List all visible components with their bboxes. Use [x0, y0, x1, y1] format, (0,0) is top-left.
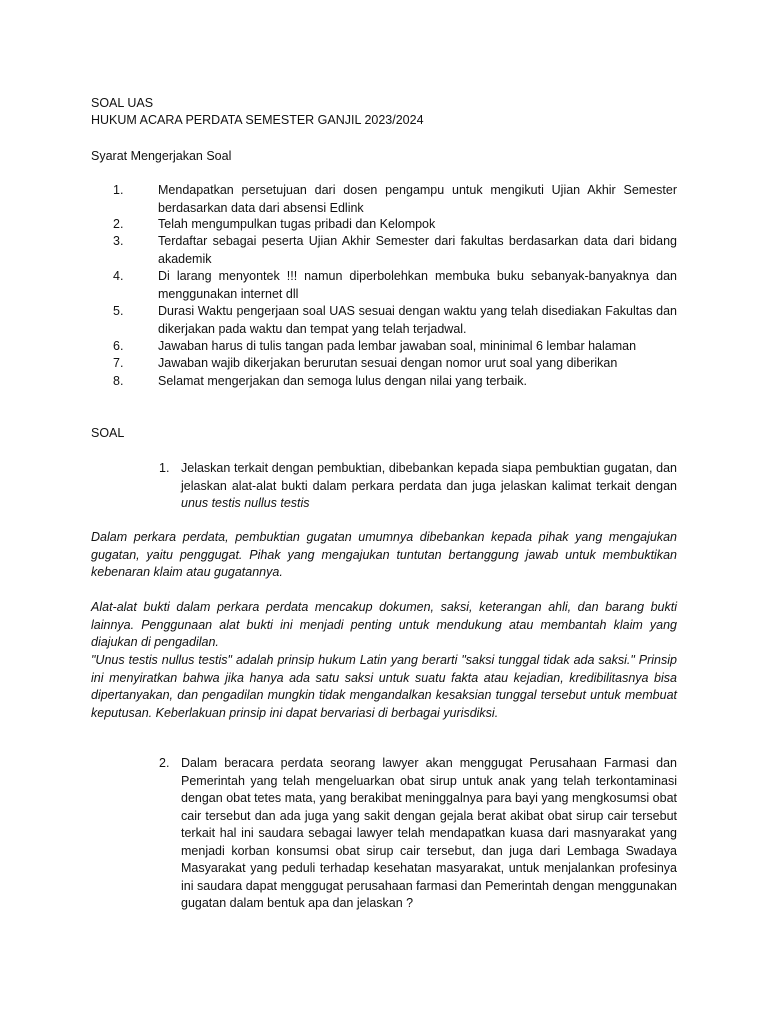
- list-item-text: Telah mengumpulkan tugas pribadi dan Kelompok: [158, 217, 436, 231]
- list-item-text: Jawaban harus di tulis tangan pada lembar jawaban soal, mininimal 6 lembar halaman: [158, 339, 637, 353]
- answer-paragraph-unus-testis: "Unus testis nullus testis" adalah prinsip hukum Latin yang berarti "saksi tunggal tidak ada saksi." Prinsip ini menyiratkan bahwa jika hanya ada satu saksi untuk suatu fakta atau kejadian, kredibilitasnya bisa dipertanyakan, dan pengadilan mungkin tidak mengandalkan kesaksian tunggal tersebut untuk membuat keputusan. Keberlakuan prinsip ini dapat bervariasi di berbagai yurisdiksi.: [91, 653, 677, 720]
- list-item-text: Durasi Waktu pengerjaan soal UAS sesuai dengan waktu yang telah disediakan Fakultas dan dikerjakan pada waktu dan tempat yang telah terjadwal.: [158, 304, 677, 336]
- question-text-italic: unus testis nullus testis: [181, 496, 310, 510]
- document-title: SOAL UAS: [91, 96, 154, 110]
- list-item-number: 3.: [113, 234, 124, 248]
- list-item-number: 2.: [113, 217, 124, 231]
- list-item-number: 7.: [113, 356, 124, 370]
- list-item-number: 6.: [113, 339, 124, 353]
- question-number: 2.: [159, 756, 170, 770]
- list-item-text: Selamat mengerjakan dan semoga lulus dengan nilai yang terbaik.: [158, 374, 527, 388]
- list-item-number: 1.: [113, 183, 124, 197]
- question-text-main: Jelaskan terkait dengan pembuktian, dibebankan kepada siapa pembuktian gugatan, dan jelaskan alat-alat bukti dalam perkara perdata dan juga jelaskan kalimat terkait dengan: [181, 461, 677, 493]
- document-subtitle: HUKUM ACARA PERDATA SEMESTER GANJIL 2023/2024: [91, 113, 424, 127]
- list-item-text: Terdaftar sebagai peserta Ujian Akhir Semester dari fakultas berdasarkan data dari bidang akademik: [158, 234, 677, 266]
- question-number: 1.: [159, 461, 170, 475]
- list-item-text: Jawaban wajib dikerjakan berurutan sesuai dengan nomor urut soal yang diberikan: [158, 356, 618, 370]
- requirements-heading: Syarat Mengerjakan Soal: [91, 149, 232, 163]
- question-text: [181, 460, 677, 513]
- list-item-text: Di larang menyontek !!! namun diperbolehkan membuka buku sebanyak-banyaknya dan menggunakan internet dll: [158, 269, 677, 301]
- list-item-number: 4.: [113, 269, 124, 283]
- list-item-text: Mendapatkan persetujuan dari dosen pengampu untuk mengikuti Ujian Akhir Semester berdasarkan data dari absensi Edlink: [158, 183, 677, 215]
- soal-heading: SOAL: [91, 426, 125, 440]
- answer-paragraph-burden-of-proof: Dalam perkara perdata, pembuktian gugatan umumnya dibebankan kepada pihak yang mengajukan gugatan, yaitu penggugat. Pihak yang mengajukan tuntutan bertanggung jawab untuk membuktikan kebenaran klaim atau gugatannya.: [91, 530, 677, 579]
- answer-paragraph-evidence: Alat-alat bukti dalam perkara perdata mencakup dokumen, saksi, keterangan ahli, dan barang bukti lainnya. Penggunaan alat bukti ini menjadi penting untuk mendukung atau membantah klaim yang diajukan di pengadilan.: [91, 600, 677, 649]
- list-item-number: 5.: [113, 304, 124, 318]
- list-item-number: 8.: [113, 374, 124, 388]
- question-text: Dalam beracara perdata seorang lawyer akan menggugat Perusahaan Farmasi dan Pemerintah yang telah mengeluarkan obat sirup untuk anak yang telah terkontaminasi dengan obat tetes mata, yang berakibat meninggalnya para bayi yang mengkosumsi obat cair tersebut dan ada juga yang sakit dengan gejala berat akibat obat sirup cair tersebut terkait hal ini saudara sebagai lawyer telah mendapatkan kuasa dari masnyarakat yang menjadi korban konsumsi obat sirup cair tersebut, dan juga dari Lembaga Swadaya Masyarakat yang peduli terhadap kesehatan masyarakat, untuk menjalankan profesinya ini saudara dapat menggugat perusahaan farmasi dan Pemerintah dengan menggunakan gugatan dalam bentuk apa dan jelaskan ?: [181, 756, 677, 910]
